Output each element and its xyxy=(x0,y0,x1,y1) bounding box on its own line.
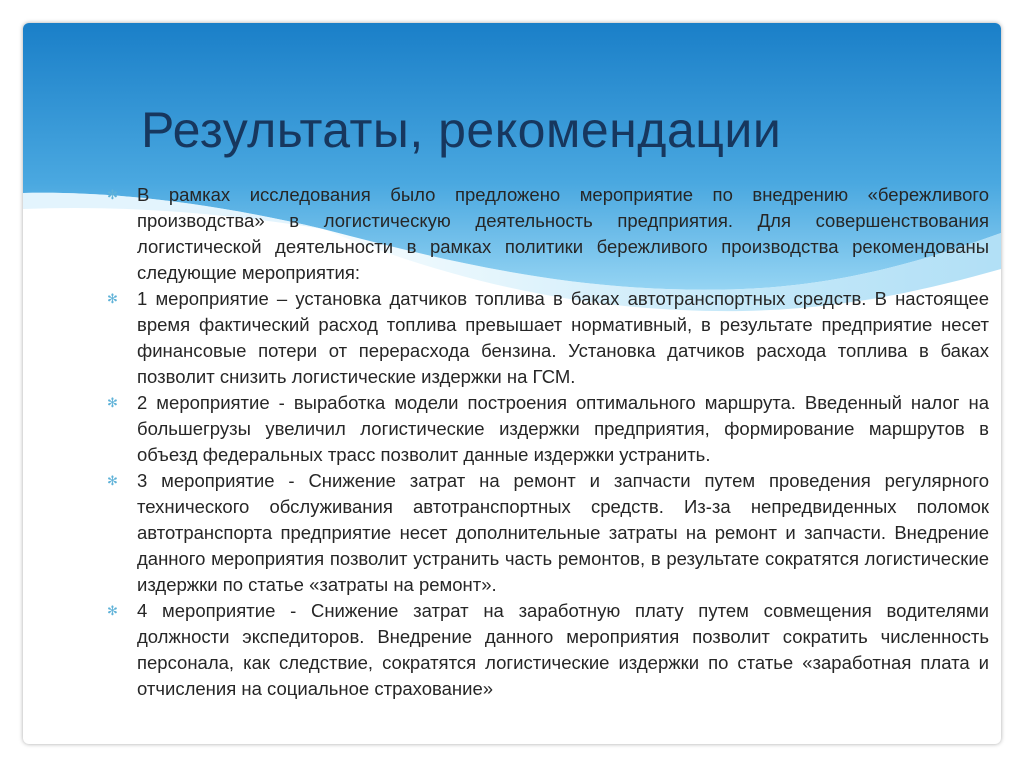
list-item xyxy=(105,468,989,598)
slide-title: Результаты, рекомендации xyxy=(141,102,782,158)
list-item-text: В рамках исследования было предложено мероприятие по внедрению «бережливого производства» в логистическую деятельность предприятия. Для совершенствования логистической деятельности в рамках политики бережливого производства рекомендованы следующие мероприятия: xyxy=(137,184,989,283)
list-item xyxy=(105,390,989,468)
list-item-text: 3 мероприятие - Снижение затрат на ремонт и запчасти путем проведения регулярного технического обслуживания автотранспортных средств. Из-за непредвиденных поломок автотранспорта предприятие несет дополнительные затраты на ремонт и запчасти. Внедрение данного мероприятия позволит устранить часть ремонтов, в результате сократятся логистические издержки по статье «затраты на ремонт». xyxy=(137,470,989,595)
list-item xyxy=(105,286,989,390)
asterisk-bullet-icon: ✻ xyxy=(107,187,118,202)
list-item-text: 4 мероприятие - Снижение затрат на заработную плату путем совмещения водителями должности экспедиторов. Внедрение данного мероприятия позволит сократить численность персонала, как следствие, сократятся логистические издержки по статье «заработная плата и отчисления на социальное страхование» xyxy=(137,600,989,699)
list-item xyxy=(105,598,989,702)
list-item-text: 2 мероприятие - выработка модели построения оптимального маршрута. Введенный налог на большегрузы увеличил логистические издержки предприятия, формирование маршрутов в объезд федеральных трасс позволит данные издержки устранить. xyxy=(137,392,989,465)
asterisk-bullet-icon: ✻ xyxy=(107,603,118,618)
asterisk-bullet-icon: ✻ xyxy=(107,291,118,306)
list-item xyxy=(105,182,989,286)
slide xyxy=(23,23,1001,744)
asterisk-bullet-icon: ✻ xyxy=(107,473,118,488)
bullet-list xyxy=(105,182,989,702)
list-item-text: 1 мероприятие – установка датчиков топлива в баках автотранспортных средств. В настоящее время фактический расход топлива превышает нормативный, в результате предприятие несет финансовые потери от перерасхода бензина. Установка датчиков расхода топлива в баках позволит снизить логистические издержки на ГСМ. xyxy=(137,288,989,387)
asterisk-bullet-icon: ✻ xyxy=(107,395,118,410)
